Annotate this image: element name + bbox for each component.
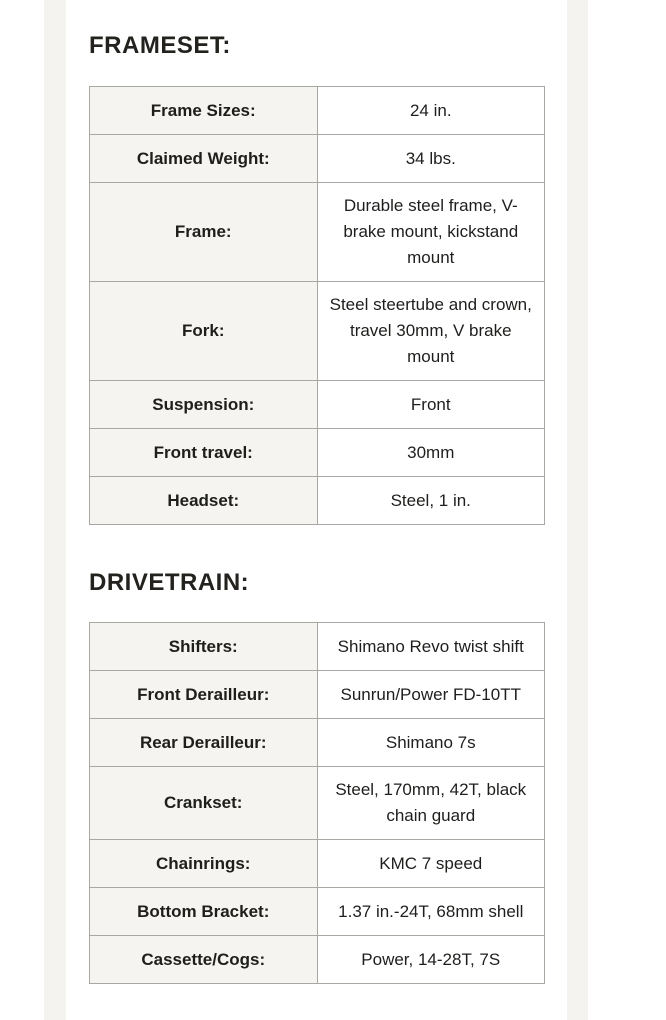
spec-label: Crankset:	[90, 767, 318, 840]
left-page-gutter	[44, 0, 66, 1020]
spec-label: Bottom Bracket:	[90, 888, 318, 936]
spec-table	[89, 622, 545, 984]
spec-label: Rear Derailleur:	[90, 719, 318, 767]
spec-table	[89, 86, 545, 525]
spec-value: KMC 7 speed	[317, 840, 545, 888]
spec-label: Headset:	[90, 477, 318, 525]
spec-label: Front Derailleur:	[90, 671, 318, 719]
spec-table-body	[90, 87, 545, 525]
spec-value: Steel, 170mm, 42T, black chain guard	[317, 767, 545, 840]
spec-label: Suspension:	[90, 381, 318, 429]
spec-label: Fork:	[90, 282, 318, 381]
spec-value: 30mm	[317, 429, 545, 477]
spec-value: Power, 14-28T, 7S	[317, 936, 545, 984]
table-row	[90, 429, 545, 477]
spec-value: Shimano 7s	[317, 719, 545, 767]
spec-label: Claimed Weight:	[90, 135, 318, 183]
spec-value: 24 in.	[317, 87, 545, 135]
spec-value: Steel steertube and crown, travel 30mm, V brake mount	[317, 282, 545, 381]
spec-label: Frame Sizes:	[90, 87, 318, 135]
table-row	[90, 767, 545, 840]
table-row	[90, 719, 545, 767]
table-row	[90, 477, 545, 525]
table-row	[90, 87, 545, 135]
spec-label: Shifters:	[90, 623, 318, 671]
section-heading: FRAMESET:	[89, 32, 231, 59]
spec-value: 34 lbs.	[317, 135, 545, 183]
table-row	[90, 840, 545, 888]
spec-value: Durable steel frame, V-brake mount, kickstand mount	[317, 183, 545, 282]
spec-value: Sunrun/Power FD-10TT	[317, 671, 545, 719]
spec-section	[89, 32, 545, 525]
table-row	[90, 381, 545, 429]
table-row	[90, 282, 545, 381]
spec-table-body	[90, 623, 545, 984]
spec-label: Chainrings:	[90, 840, 318, 888]
spec-section	[89, 569, 545, 984]
spec-label: Frame:	[90, 183, 318, 282]
table-row	[90, 183, 545, 282]
right-page-gutter	[567, 0, 588, 1020]
table-row	[90, 888, 545, 936]
table-row	[90, 936, 545, 984]
table-row	[90, 135, 545, 183]
spec-label: Front travel:	[90, 429, 318, 477]
spec-content	[89, 0, 545, 984]
spec-value: Steel, 1 in.	[317, 477, 545, 525]
section-heading: DRIVETRAIN:	[89, 569, 250, 596]
table-row	[90, 671, 545, 719]
spec-value: Front	[317, 381, 545, 429]
spec-value: 1.37 in.-24T, 68mm shell	[317, 888, 545, 936]
spec-value: Shimano Revo twist shift	[317, 623, 545, 671]
table-row	[90, 623, 545, 671]
spec-label: Cassette/Cogs:	[90, 936, 318, 984]
